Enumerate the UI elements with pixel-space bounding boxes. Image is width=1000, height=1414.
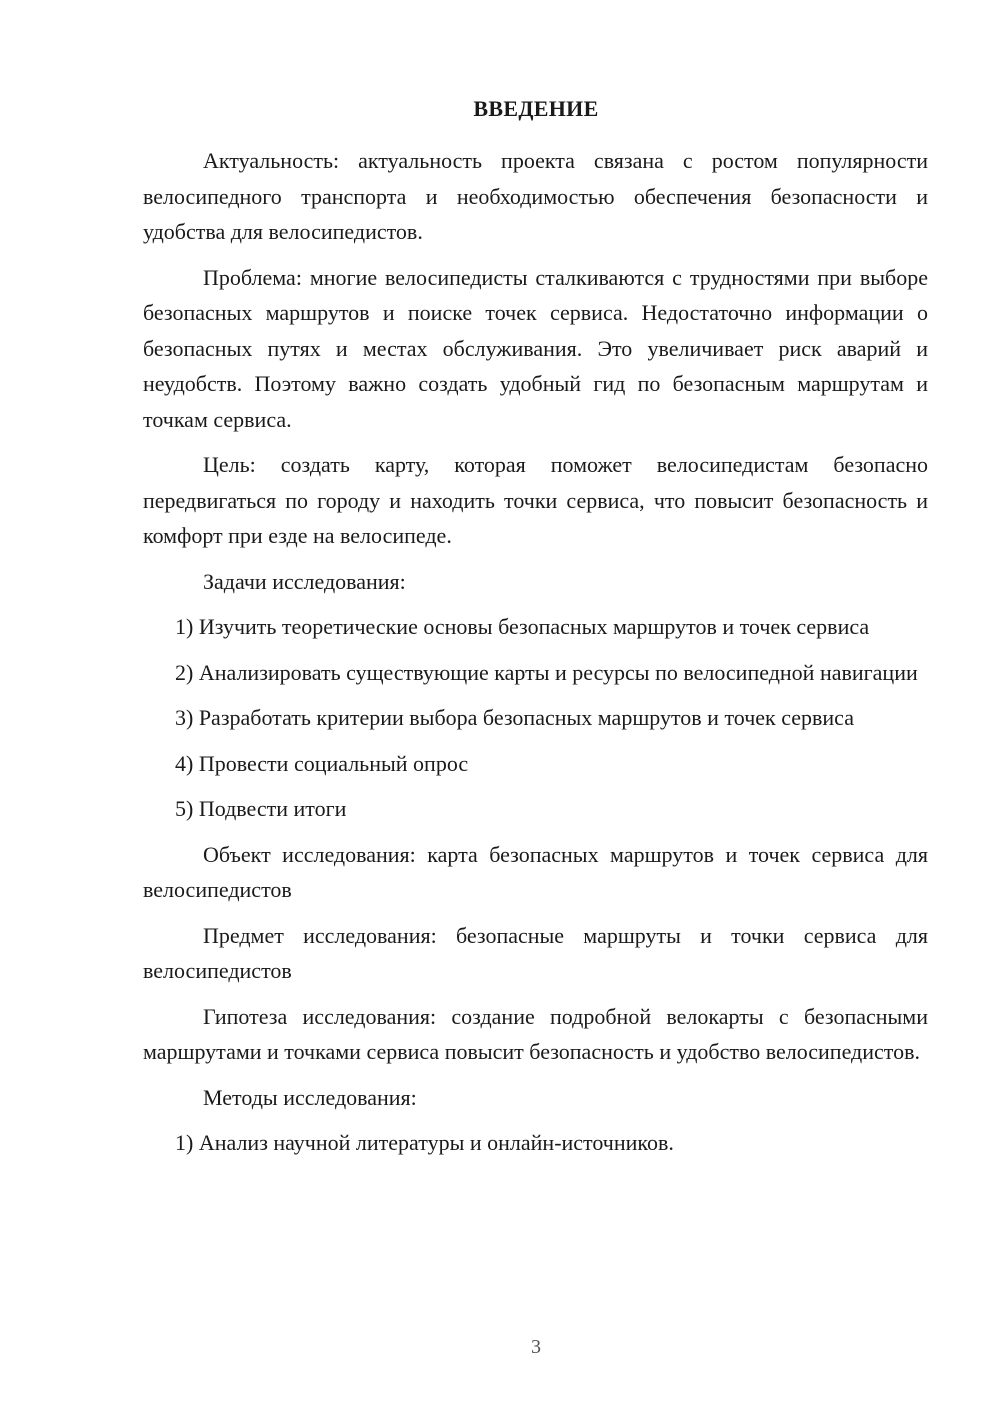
document-body (143, 143, 928, 1171)
page-number: 3 (531, 1336, 541, 1358)
list-item-task-4: 4) Провести социальный опрос (175, 750, 469, 776)
paragraph-hypothesis: Гипотеза исследования: создание подробной велокарты с безопасными маршрутами и точками сервиса повысит безопасность и удобство велосипедистов. (143, 1003, 928, 1064)
paragraph-tasks-heading: Задачи исследования: (203, 568, 406, 594)
paragraph-goal: Цель: создать карту, которая поможет велосипедистам безопасно передвигаться по городу и находить точки сервиса, что повысит безопасность и комфорт при езде на велосипеде. (143, 452, 928, 548)
paragraph-object: Объект исследования: карта безопасных маршрутов и точек сервиса для велосипедистов (143, 841, 928, 902)
list-item-task-3: 3) Разработать критерии выбора безопасных маршрутов и точек сервиса (175, 705, 854, 730)
paragraph-subject: Предмет исследования: безопасные маршруты и точки сервиса для велосипедистов (143, 922, 928, 983)
paragraph-methods-heading: Методы исследования: (203, 1084, 417, 1110)
page-title: ВВЕДЕНИЕ (473, 96, 599, 121)
paragraph-relevance: Актуальность: актуальность проекта связана с ростом популярности велосипедного транспорта и необходимостью обеспечения безопасности и удобства для велосипедистов. (143, 148, 928, 244)
list-item-method-1: 1) Анализ научной литературы и онлайн-источников. (175, 1130, 674, 1155)
list-item-task-2: 2) Анализировать существующие карты и ресурсы по велосипедной навигации (175, 659, 918, 685)
list-item-task-1: 1) Изучить теоретические основы безопасных маршрутов и точек сервиса (175, 614, 870, 639)
list-item-task-5: 5) Подвести итоги (175, 796, 347, 821)
paragraph-problem: Проблема: многие велосипедисты сталкиваются с трудностями при выборе безопасных маршрутов и поиске точек сервиса. Недостаточно информации о безопасных путях и местах обслуживания. Это увеличивает риск аварий и неудобств. Поэтому важно создать удобный гид по безопасным маршрутам и точкам сервиса. (143, 264, 928, 432)
